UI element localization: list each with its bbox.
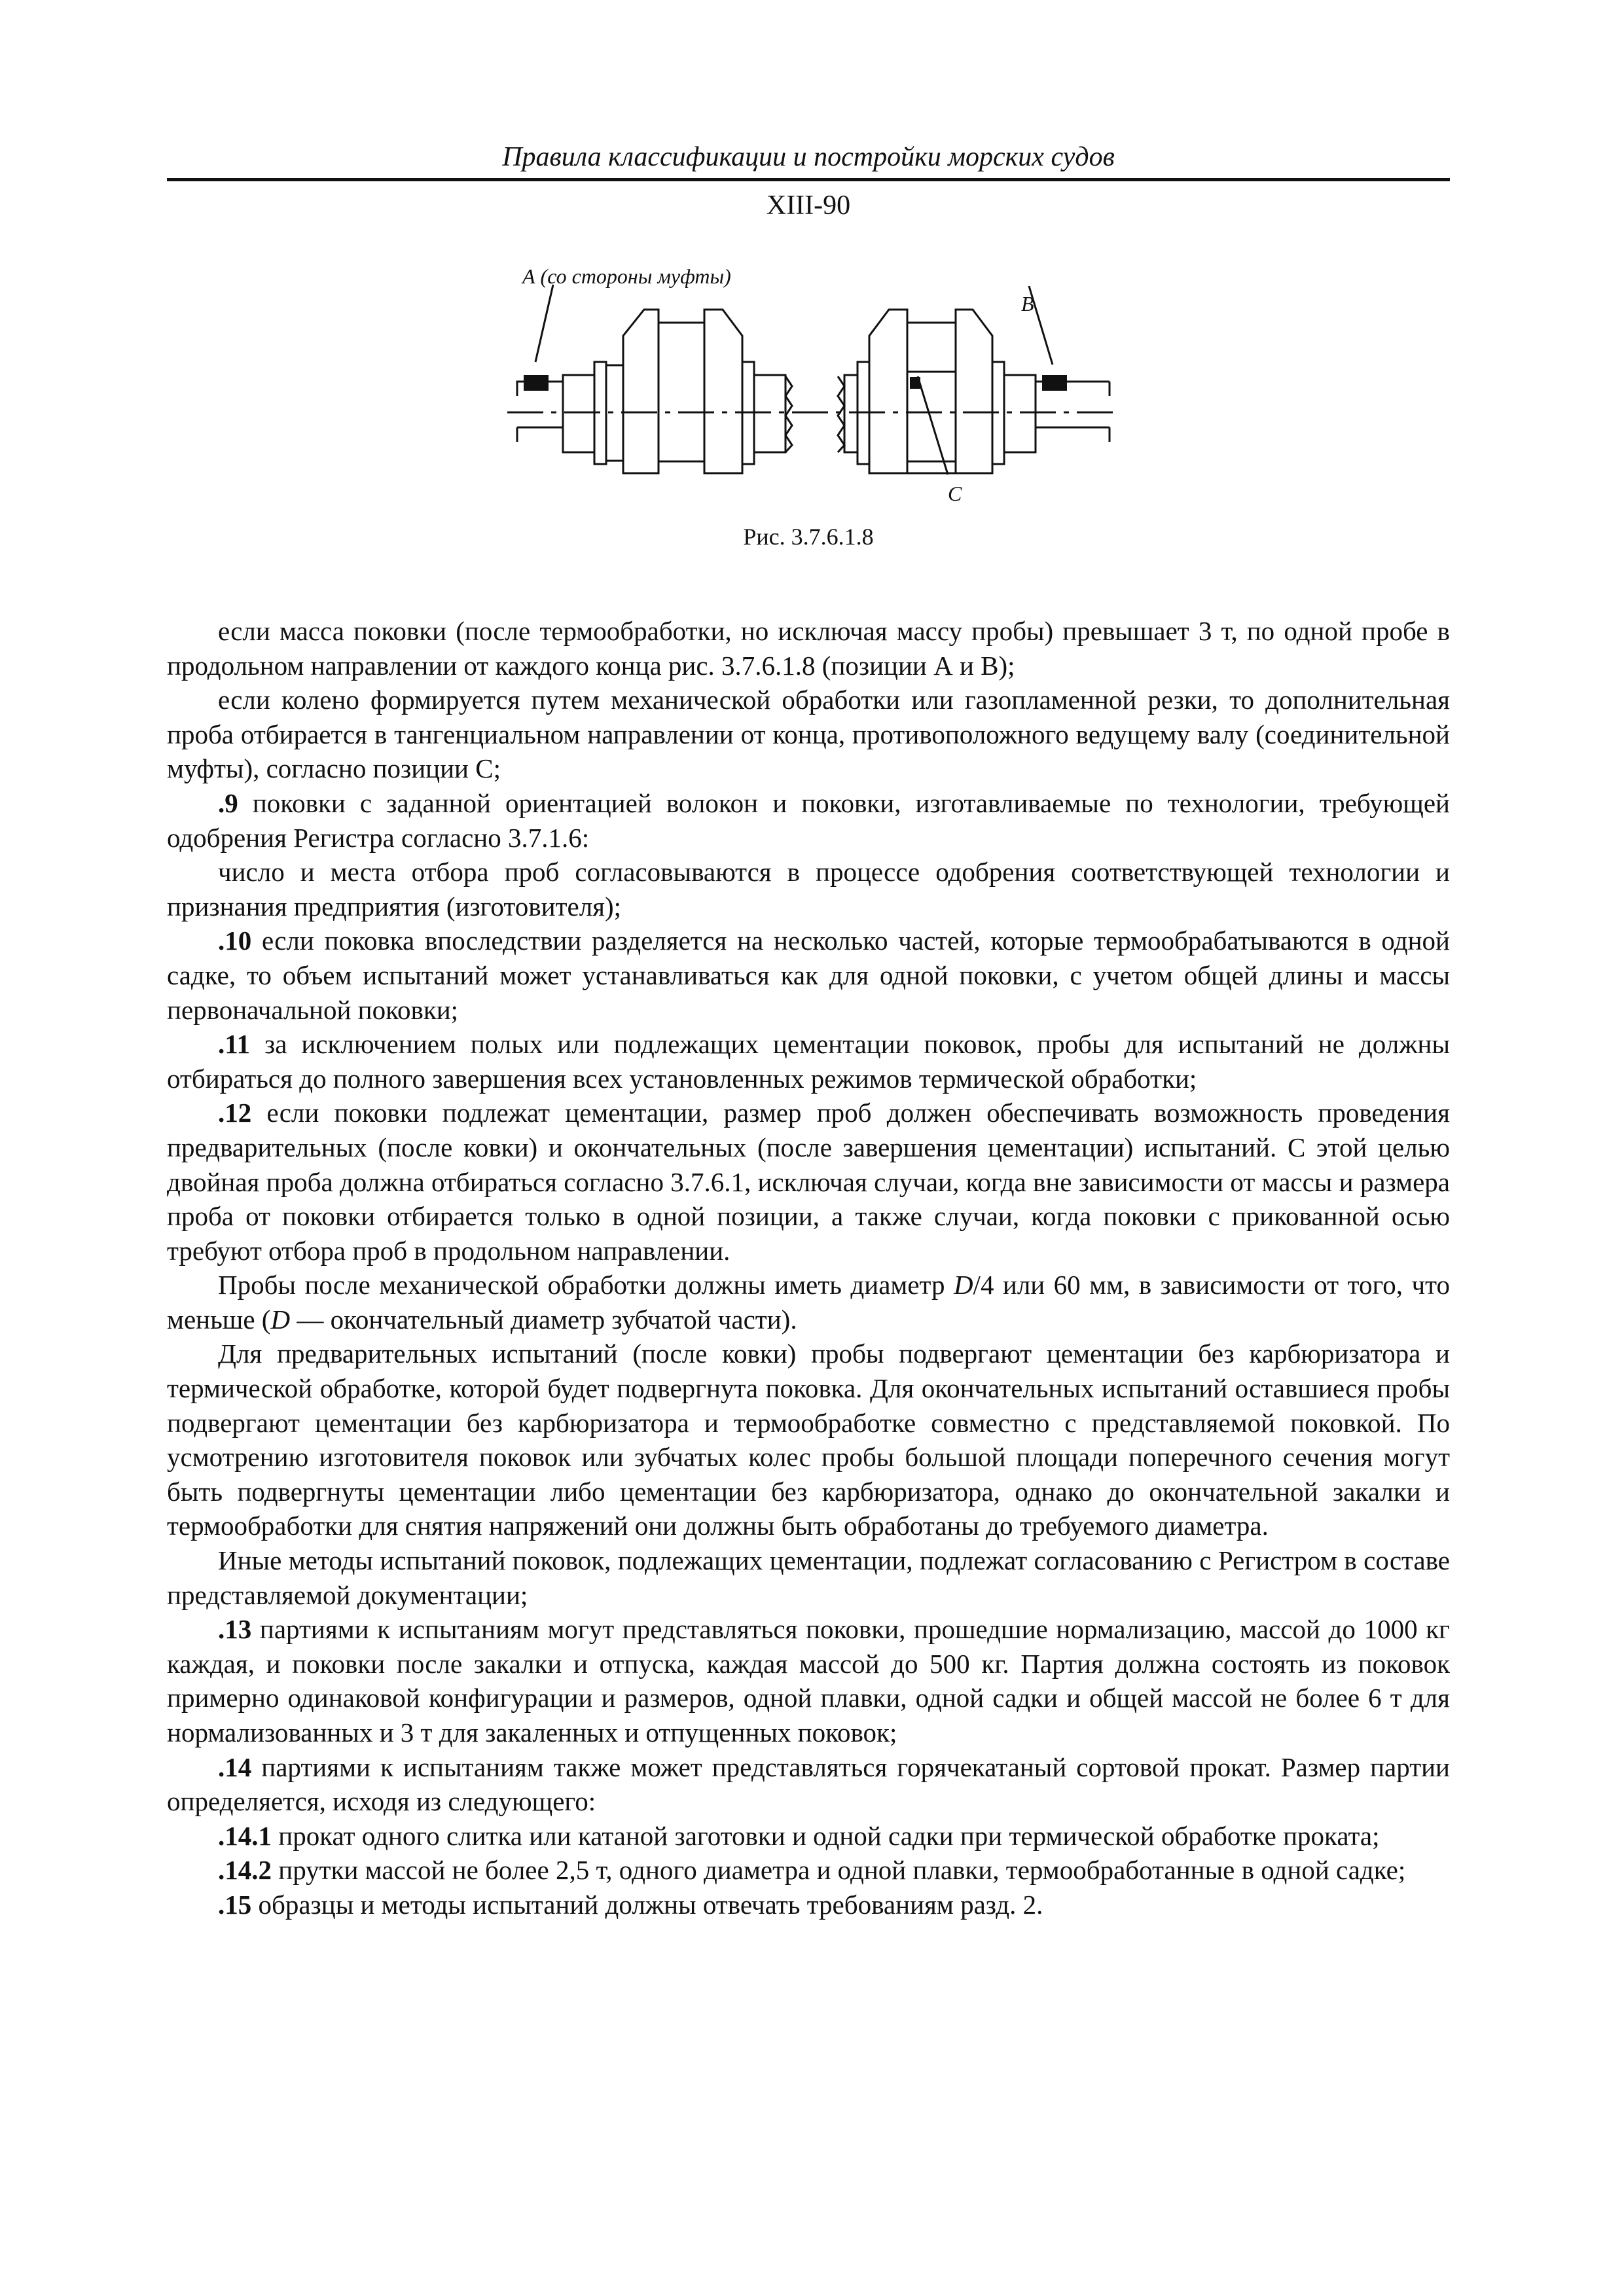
paragraph: если колено формируется путем механической обработки или газопламенной резки, то дополнительная проба отбирается в тангенциальном направлении от конца, противоположного ведущему валу (соединительной муфты), согласно позиции С; (167, 685, 1450, 784)
paragraph: .9 поковки с заданной ориентацией волокон и поковки, изготавливаемые по технологии, требующей одобрения Регистра согласно 3.7.1.6: (167, 787, 1450, 853)
paragraph: число и места отбора проб согласовываются в процессе одобрения соответствующей технологии и признания предприятия (изготовителя); (167, 857, 1450, 922)
label-c: С (948, 482, 962, 505)
label-b: В (1021, 292, 1034, 315)
paragraph: .11 за исключением полых или подлежащих цементации поковок, пробы для испытаний не должны отбираться до полного завершения всех установленных режимов термической обработки; (167, 1029, 1450, 1094)
label-a: А (со стороны муфты) (522, 265, 731, 288)
sample-b-mark (1042, 375, 1067, 391)
header-rule (167, 178, 1450, 181)
diameter-paragraph: Пробы после механической обработки должны иметь диаметр D/4 или 60 мм, в зависимости от того, что меньше (D — окончательный диаметр зубчатой части). (167, 1270, 1450, 1335)
figure-caption: Рис. 3.7.6.1.8 (743, 524, 874, 550)
page-number: XIII-90 (766, 190, 851, 221)
paragraph: .14 партиями к испытаниям также может представляться горячекатаный сортовой прокат. Размер партии определяется, исходя из следующего: (167, 1751, 1450, 1817)
running-header: Правила классификации и постройки морских судов (502, 142, 1115, 172)
paragraph: Для предварительных испытаний (после ковки) пробы подвергают цементации без карбюризатора и термической обработке, которой будет подвергнута поковка. Для окончательных испытаний оставшиеся пробы подвергают цементации без карбюризатора и термообработке совместно с представляемой поковкой. По усмотрению изготовителя поковок или зубчатых колес пробы большой площади поперечного сечения могут быть подвергнуты цементации либо цементации без карбюризатора, однако до окончательной закалки и термообработки для снятия напряжений они должны быть обработаны до требуемого диаметра. (167, 1338, 1450, 1541)
paragraph: .14.1 прокат одного слитка или катаной заготовки и одной садки при термической обработке проката; (218, 1820, 1380, 1851)
paragraph: .14.2 прутки массой не более 2,5 т, одного диаметра и одной плавки, термообработанные в одной садке; (218, 1855, 1406, 1886)
paragraph: .13 партиями к испытаниям могут представляться поковки, прошедшие нормализацию, массой до 1000 кг каждая, и поковки после закалки и отпуска, каждая массой до 500 кг. Партия должна состоять из поковок примерно одинаковой конфигурации и размеров, одной плавки, одной садки и общей массой не более 6 т для нормализованных и 3 т для закаленных и отпущенных поковок; (167, 1614, 1450, 1748)
sample-c-mark (910, 377, 920, 389)
crankshaft-figure (497, 265, 1126, 520)
sample-a-mark (524, 375, 549, 391)
paragraph: .12 если поковки подлежат цементации, размер проб должен обеспечивать возможность проведения предварительных (после ковки) и окончательных (после завершения цементации) испытаний. С этой целью двойная проба должна отбираться согласно 3.7.6.1, исключая случаи, когда вне зависимости от массы и размера проба от поковки отбирается только в одной позиции, а также случаи, когда поковки с прикованной осью требуют отбора проб в продольном направлении. (167, 1098, 1450, 1266)
paragraph: .15 образцы и методы испытаний должны отвечать требованиям разд. 2. (218, 1889, 1043, 1920)
body-text (167, 614, 1450, 1922)
paragraph: Иные методы испытаний поковок, подлежащих цементации, подлежат согласованию с Регистром в составе представляемой документации; (167, 1545, 1450, 1610)
paragraph: .10 если поковка впоследствии разделяется на несколько частей, которые термообрабатываются в одной садке, то объем испытаний может устанавливаться как для одной поковки, с учетом общей длины и массы первоначальной поковки; (167, 925, 1450, 1025)
paragraph: если масса поковки (после термообработки, но исключая массу пробы) превышает 3 т, по одной пробе в продольном направлении от каждого конца рис. 3.7.6.1.8 (позиции А и В); (167, 616, 1450, 681)
crankshaft-drawing (497, 265, 1126, 520)
